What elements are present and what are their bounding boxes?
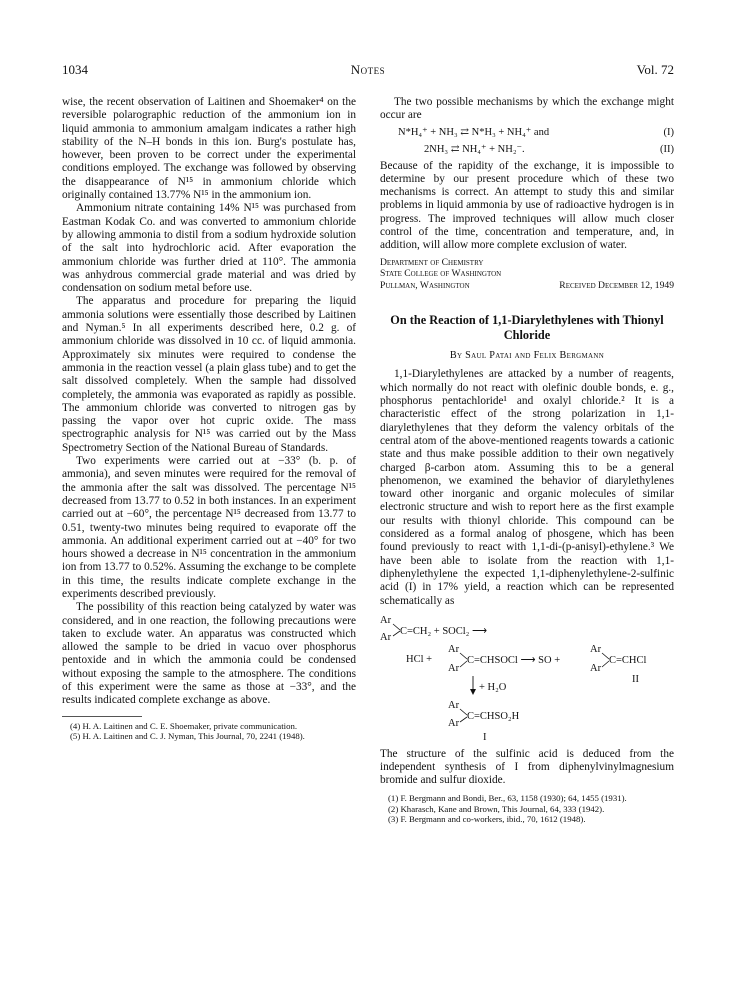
scheme-label-i: I <box>483 731 487 743</box>
footnote: (1) F. Bergmann and Bondi, Ber., 63, 1158 (1930); 64, 1455 (1931). <box>388 792 627 803</box>
footnote: (3) F. Bergmann and co-workers, ibid., 70, 1612 (1948). <box>388 814 586 825</box>
running-title: Notes <box>350 62 386 77</box>
scheme-ar: Ar <box>448 662 460 674</box>
paragraph: The structure of the sulfinic acid is deduced from the independent synthesis of I from diphenylvinylmagnesium bromide and sulfur dioxide. <box>380 747 674 787</box>
equation-number: (II) <box>660 143 674 155</box>
footnote: (2) Kharasch, Kane and Brown, This Journal, 64, 333 (1942). <box>388 803 605 814</box>
scheme-intermediate: C=CHSOCl ⟶ SO + <box>467 654 561 666</box>
affiliation-college: State College of Washington <box>380 268 502 280</box>
right-column <box>380 96 674 825</box>
reaction-scheme <box>380 612 674 744</box>
byline: By Saul Patai and Felix Bergmann <box>449 350 605 362</box>
scheme-hcl: HCl + <box>406 653 433 665</box>
equation-text: 2NH₃ ⇄ NH₄⁺ + NH₂⁻. <box>424 143 525 155</box>
paragraph: Ammonium nitrate containing 14% N¹⁵ was purchased from Eastman Kodak Co. and was converted to ammonium chloride by allowing ammonia to distil from a sodium hydroxide solution of the salt into hydrochloric acid. After evaporation the ammonium chloride was further dried at 110°. The ammonia was anhydrous commercial grade material and was dried by condensation on sodium metal before use. <box>62 202 356 295</box>
scheme-ar: Ar <box>590 643 602 655</box>
page-header <box>62 62 674 82</box>
scheme-ar: Ar <box>448 699 460 711</box>
scheme-ar: Ar <box>380 631 392 643</box>
affiliation-city-line <box>380 280 674 292</box>
equation-1 <box>398 126 674 140</box>
scheme-ar: Ar <box>448 717 460 729</box>
scheme-reactant: C=CH₂ + SOCl₂ ⟶ <box>400 625 488 637</box>
footnote-divider <box>62 716 142 717</box>
paragraph: The two possible mechanisms by which the exchange might occur are <box>380 96 674 122</box>
footnote: (4) H. A. Laitinen and C. E. Shoemaker, private communication. <box>70 720 298 731</box>
paragraph: wise, the recent observation of Laitinen and Shoemaker⁴ on the reversible polarographic reduction of the ammonium ion in liquid ammonia to ammonium amalgam indicates a rather high stability of the N–H bonds in this ion. Burg's postulate has, however, been proven to be correct under the experimental conditions employed. The exchange was followed by observing the disappearance of N¹⁵ in ammonium chloride which originally contained 13.77% N¹⁵ in the ammonium ion. <box>62 96 356 202</box>
scheme-ar: Ar <box>448 643 460 655</box>
paragraph: 1,1-Diarylethylenes are attacked by a number of reagents, which normally do not react with olefinic double bonds, e. g., phosphorus pentachloride¹ and oxalyl chloride.² It is a characteristic effect of the strong polarization in 1,1-diarylethylenes that they deform the valency orbitals of the central atom of the above-mentioned reagents towards a cationic state and thus make possible addition to their own negatively charged β-carbon atom. Assuming this to be a general phenomenon, we examined the behavior of diarylethylenes toward other inorganic and organic molecules of similar electronic structure and wish to report here as the first example our results with thionyl chloride. This compound can be considered as a formal analog of phosgene, which has been found previously to react with 1,1-di-(p-anisyl)-ethylene.³ We have been able to isolate from the reaction with 1,1-diphenylethylene the expected 1,1-diphenylethylene-2-sulfinic acid (I) in 17% yield, a reaction which can be represented schematically as <box>380 368 674 607</box>
paragraph: Two experiments were carried out at −33° (b. p. of ammonia), and seven minutes were required for the removal of the ammonia after the salt was dissolved. The percentage N¹⁵ decreased from 13.77 to 0.52 in both instances. In an experiment carried out at −60°, the percentage N¹⁵ decreased from 13.77 to 0.51, twenty-two minutes being required to evaporate off the ammonia. An additional experiment carried out at −40° for two hours showed a decrease in N¹⁵ concentration in the ammonium ion from 13.77 to 0.52%. Assuming the exchange to be complete in this time, the results indicate complete exchange in the experiments described previously. <box>62 455 356 600</box>
affiliation <box>380 257 674 292</box>
volume-label: Vol. 72 <box>636 62 674 77</box>
equation-number: (I) <box>663 126 674 138</box>
page-number: 1034 <box>62 62 88 77</box>
scheme-label-ii: II <box>632 673 639 685</box>
article-title: On the Reaction of 1,1-Diarylethylenes with Thionyl Chloride <box>390 313 664 342</box>
received-date: Received December 12, 1949 <box>559 279 674 291</box>
left-column <box>62 96 356 742</box>
scheme-product-ii: C=CHCl <box>609 654 647 666</box>
footnote: (5) H. A. Laitinen and C. J. Nyman, This Journal, 70, 2241 (1948). <box>70 731 305 742</box>
paragraph: Because of the rapidity of the exchange, it is impossible to determine by our present procedure which of these two mechanisms is correct. An attempt to study this and similar problems in liquid ammonia by use of radioactive hydrogen is in progress. The improved techniques will allow much closer control of the time, concentration and temperature, and, in addition, will allow more complete exclusion of water. <box>380 159 674 252</box>
affiliation-department: Department of Chemistry <box>380 256 484 268</box>
equation-2 <box>424 143 674 157</box>
scheme-ar: Ar <box>380 614 392 626</box>
scheme-ar: Ar <box>590 662 602 674</box>
paragraph: The possibility of this reaction being catalyzed by water was considered, and in one reaction, the following precautions were taken to exclude water. An apparatus was constructed which allowed the sample to be dried in vacuo over phosphorus pentoxide and in which the ammonia could be condensed without exposing the sample to the atmosphere. The conditions of this experiment were the same as those at −33°, and the results indicated complete exchange as above. <box>62 601 356 707</box>
scheme-product-i: C=CHSO₂H <box>467 710 520 722</box>
affiliation-city: Pullman, Washington <box>380 279 470 291</box>
paragraph: The apparatus and procedure for preparing the liquid ammonia solutions were essentially those described by Laitinen and Nyman.⁵ In all experiments described here, 0.2 g. of ammonium chloride was dissolved in 10 cc. of liquid ammonia. Approximately six minutes were required to condense the ammonia in the reaction vessel (a plain glass tube) and to get the salt dissolved completely. When the sample had dissolved completely, the ammonia was evaporated as rapidly as possible. The ammonium chloride was converted to nitrogen gas by passing the vapor over hot cupric oxide. The mass spectrographic analysis for N¹⁵ was carried out by the Mass Spectrometry Section of the National Bureau of Standards. <box>62 295 356 454</box>
scheme-water: + H₂O <box>479 681 507 693</box>
equation-text: N*H₄⁺ + NH₃ ⇄ N*H₃ + NH₄⁺ and <box>398 126 550 138</box>
